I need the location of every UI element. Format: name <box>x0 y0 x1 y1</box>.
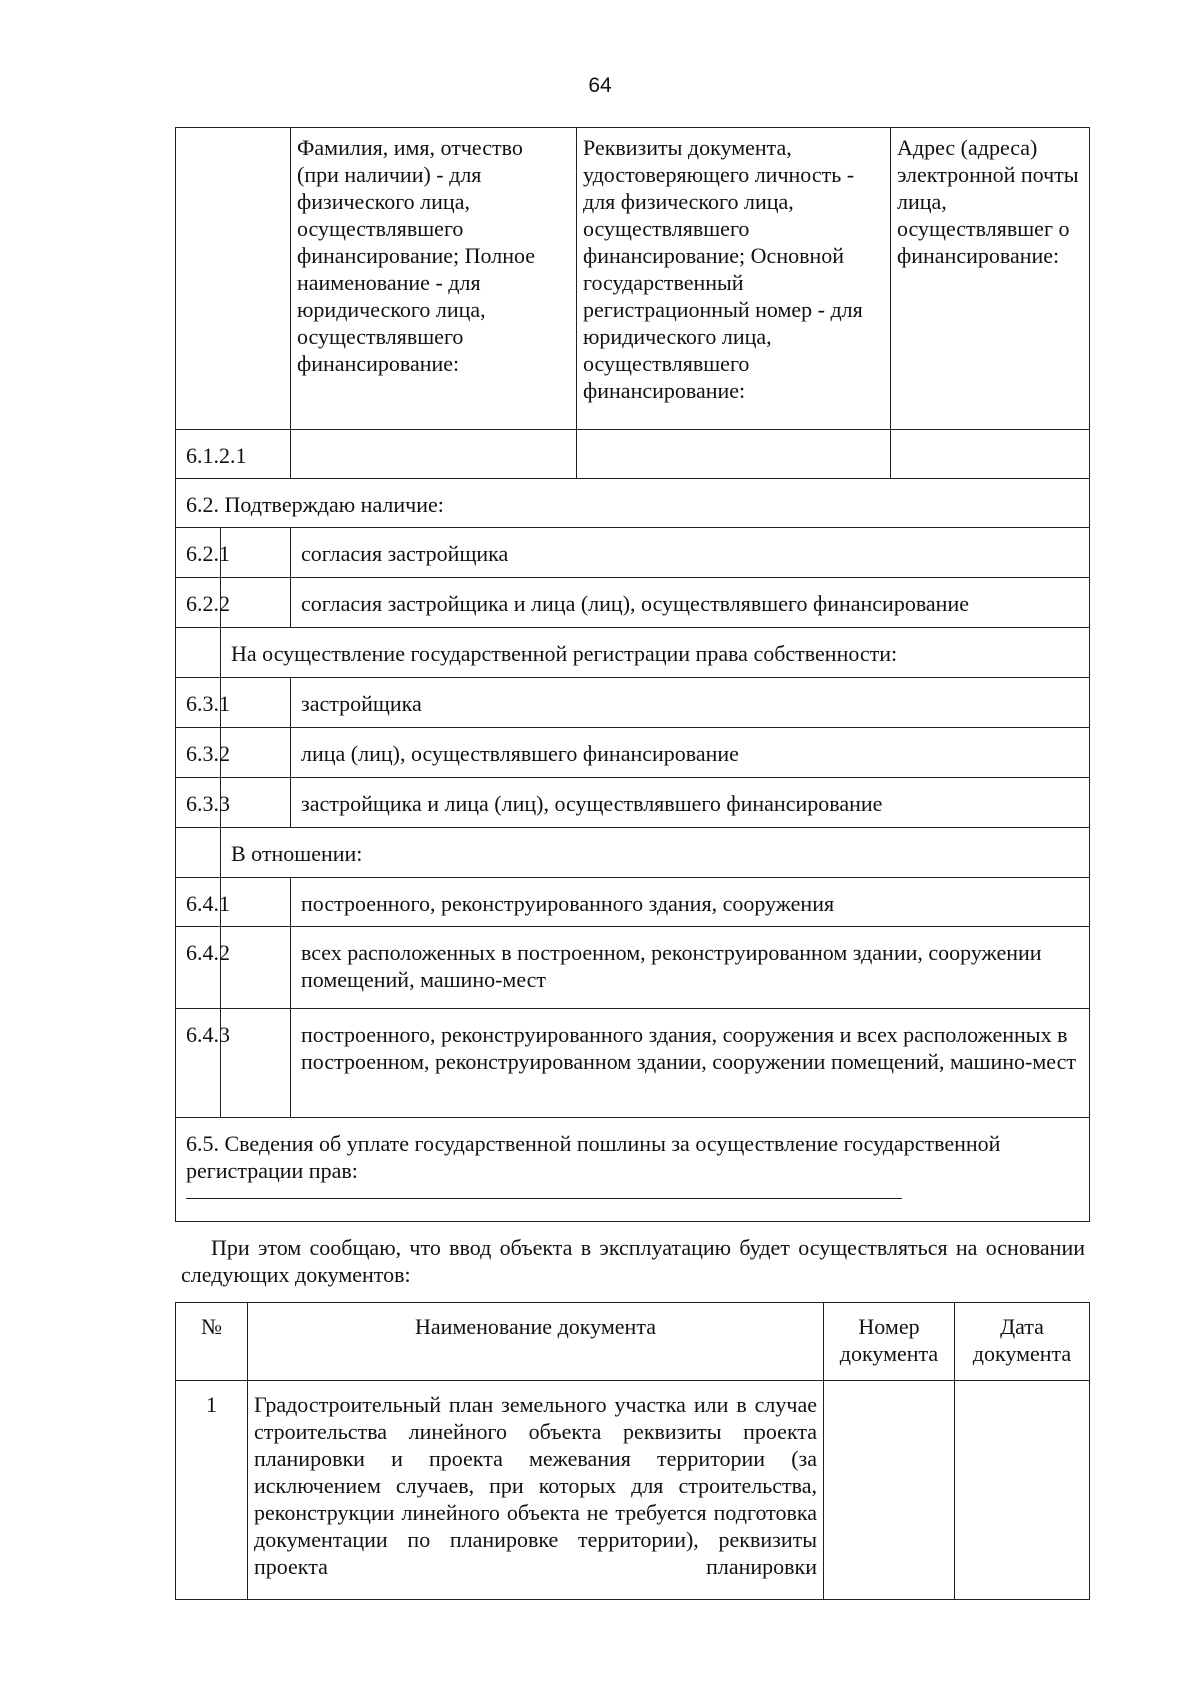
financier-header-row <box>176 128 1090 430</box>
section-6-5-row <box>176 1118 1090 1222</box>
financier-name-cell[interactable] <box>291 430 577 479</box>
option-row <box>176 927 1090 1009</box>
document-date-cell[interactable] <box>955 1381 1090 1600</box>
row-number: 6.2.1 <box>176 528 221 578</box>
blank-cell <box>176 128 291 430</box>
page-number: 64 <box>588 74 612 97</box>
section-6-4-title-row <box>176 828 1090 878</box>
section-title: На осуществление государственной регистрации права собственности: <box>221 628 1090 678</box>
checkbox-cell[interactable] <box>221 678 291 728</box>
fee-payment-text: 6.5. Сведения об уплате государственной пошлины за осуществление государственной регистрации прав: <box>186 1131 1001 1183</box>
row-number: 6.1.2.1 <box>176 430 291 479</box>
checkbox-cell[interactable] <box>221 1009 291 1118</box>
checkbox-cell[interactable] <box>221 578 291 628</box>
blank-cell <box>176 828 221 878</box>
fee-payment-cell <box>176 1118 1090 1222</box>
option-row <box>176 728 1090 778</box>
option-label: застройщика <box>291 678 1090 728</box>
row-number: 6.4.2 <box>176 927 221 1009</box>
blank-cell <box>176 628 221 678</box>
row-number: 6.3.1 <box>176 678 221 728</box>
table-row <box>176 1381 1090 1600</box>
header-document-number: Номер документа <box>824 1303 955 1381</box>
financier-entry-row <box>176 430 1090 479</box>
section-title: 6.2. Подтверждаю наличие: <box>176 479 1090 528</box>
checkbox-cell[interactable] <box>221 927 291 1009</box>
option-label: согласия застройщика <box>291 528 1090 578</box>
row-number: 6.2.2 <box>176 578 221 628</box>
row-number: 6.4.3 <box>176 1009 221 1118</box>
intro-paragraph: При этом сообщаю, что ввод объекта в эксплуатацию будет осуществляться на основании следующих документов: <box>181 1235 1085 1287</box>
checkbox-cell[interactable] <box>221 728 291 778</box>
option-label: согласия застройщика и лица (лиц), осуществлявшего финансирование <box>291 578 1090 628</box>
header-email: Адрес (адреса) электронной почты лица, осуществлявшег о финансирование: <box>891 128 1090 430</box>
header-number-sign: № <box>176 1303 248 1381</box>
financier-document-cell[interactable] <box>577 430 891 479</box>
row-number: 6.4.1 <box>176 878 221 927</box>
documents-header-row <box>176 1303 1090 1381</box>
option-label: лица (лиц), осуществлявшего финансирование <box>291 728 1090 778</box>
section-6-3-title-row <box>176 628 1090 678</box>
section-title: В отношении: <box>221 828 1090 878</box>
option-label: застройщика и лица (лиц), осуществлявшего финансирование <box>291 778 1090 828</box>
option-row <box>176 528 1090 578</box>
option-label: всех расположенных в построенном, реконструированном здании, сооружении помещений, машино-мест <box>291 927 1090 1009</box>
header-identity-document: Реквизиты документа, удостоверяющего личность - для физического лица, осуществлявшего финансирование; Основной государственный регистрационный номер - для юридического лица, осуществлявшего финансирование: <box>577 128 891 430</box>
row-index: 1 <box>176 1381 248 1600</box>
document-name: Градостроительный план земельного участка или в случае строительства линейного объекта реквизиты проекта планировки и проекта межевания территории (за исключением случаев, при которых для строительства, реконструкции линейного объекта не требуется подготовка документации по планировке территории), реквизиты проекта планировки <box>248 1381 824 1600</box>
header-full-name: Фамилия, имя, отчество (при наличии) - для физического лица, осуществлявшего финансирование; Полное наименование - для юридического лица, осуществлявшего финансирование: <box>291 128 577 430</box>
row-number: 6.3.2 <box>176 728 221 778</box>
header-document-name: Наименование документа <box>248 1303 824 1381</box>
option-row <box>176 678 1090 728</box>
checkbox-cell[interactable] <box>221 528 291 578</box>
option-row <box>176 1009 1090 1118</box>
option-row <box>176 778 1090 828</box>
document-number-cell[interactable] <box>824 1381 955 1600</box>
checkbox-cell[interactable] <box>221 878 291 927</box>
option-label: построенного, реконструированного здания, сооружения <box>291 878 1090 927</box>
documents-table <box>175 1302 1090 1600</box>
header-document-date: Дата документа <box>955 1303 1090 1381</box>
row-number: 6.3.3 <box>176 778 221 828</box>
fee-payment-input-line[interactable] <box>186 1188 902 1199</box>
option-row <box>176 878 1090 927</box>
option-label: построенного, реконструированного здания, сооружения и всех расположенных в построенном, реконструированном здании, сооружении помещений, машино-мест <box>291 1009 1090 1118</box>
option-row <box>176 578 1090 628</box>
financier-email-cell[interactable] <box>891 430 1090 479</box>
section-6-2-title-row <box>176 479 1090 528</box>
financing-form-table <box>175 127 1090 1222</box>
checkbox-cell[interactable] <box>221 778 291 828</box>
